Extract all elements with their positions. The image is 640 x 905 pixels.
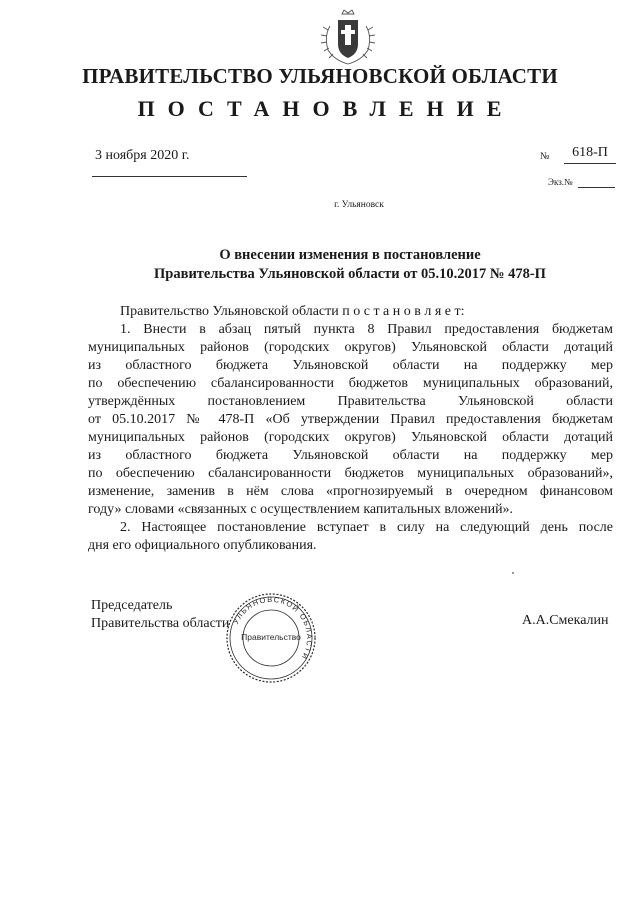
- svg-text:Правительство: Правительство: [241, 632, 301, 642]
- scan-speck: [512, 572, 514, 574]
- document-date: 3 ноября 2020 г.: [95, 148, 190, 163]
- body-line: из областного бюджета Ульяновской области на поддержку мер: [88, 358, 613, 373]
- body-line: 2. Настоящее постановление вступает в силу на следующий день после: [120, 520, 613, 535]
- document-number: 618-П: [564, 145, 616, 164]
- body-line: Правительство Ульяновской области п о с т а н о в л я е т:: [120, 304, 465, 319]
- organization-title: ПРАВИТЕЛЬСТВО УЛЬЯНОВСКОЙ ОБЛАСТИ: [82, 64, 558, 88]
- document-type-title: ПОСТАНОВЛЕНИЕ: [137, 96, 515, 121]
- body-line: муниципальных районов (городских округов) Ульяновской области дотаций: [88, 340, 613, 355]
- body-line: от 05.10.2017 № 478-П «Об утверждении Правил предоставления бюджетам: [88, 412, 613, 427]
- subject-line-2: Правительства Ульяновской области от 05.10.2017 № 478-П: [154, 266, 546, 282]
- number-sign: №: [540, 151, 550, 162]
- body-line: утверждённых постановлением Правительства Ульяновской области: [88, 394, 613, 409]
- coat-of-arms-icon: [318, 6, 378, 68]
- signatory-position-line-2: Правительства области: [91, 616, 230, 631]
- official-stamp-icon: [225, 592, 317, 684]
- subject-line-1: О внесении изменения в постановление: [219, 247, 481, 263]
- body-line: изменение, заменив в нём слова «прогнозируемый в очередном финансовом: [88, 484, 613, 499]
- body-line: по обеспечению сбалансированности бюджетов муниципальных образований,: [88, 376, 613, 391]
- body-line: из областного бюджета Ульяновской области на поддержку мер: [88, 448, 613, 463]
- signatory-position-line-1: Председатель: [91, 598, 173, 613]
- body-line: 1. Внести в абзац пятый пункта 8 Правил предоставления бюджетам: [120, 322, 613, 337]
- body-line: муниципальных районов (городских округов) Ульяновской области дотаций: [88, 430, 613, 445]
- date-underline: [92, 176, 247, 177]
- copy-number-label: Экз.№: [548, 177, 573, 187]
- body-line: году» словами «связанных с осуществлением капитальных вложений».: [88, 502, 514, 517]
- body-line: дня его официального опубликования.: [88, 538, 317, 553]
- copy-number-line: [578, 187, 615, 188]
- signatory-name: А.А.Смекалин: [522, 613, 609, 628]
- city: г. Ульяновск: [334, 200, 384, 210]
- body-line: по обеспечению сбалансированности бюджетов муниципальных образований»,: [88, 466, 613, 481]
- svg-text:УЛЬЯНОВСКОЙ ОБЛАСТИ: УЛЬЯНОВСКОЙ ОБЛАСТИ: [231, 594, 315, 662]
